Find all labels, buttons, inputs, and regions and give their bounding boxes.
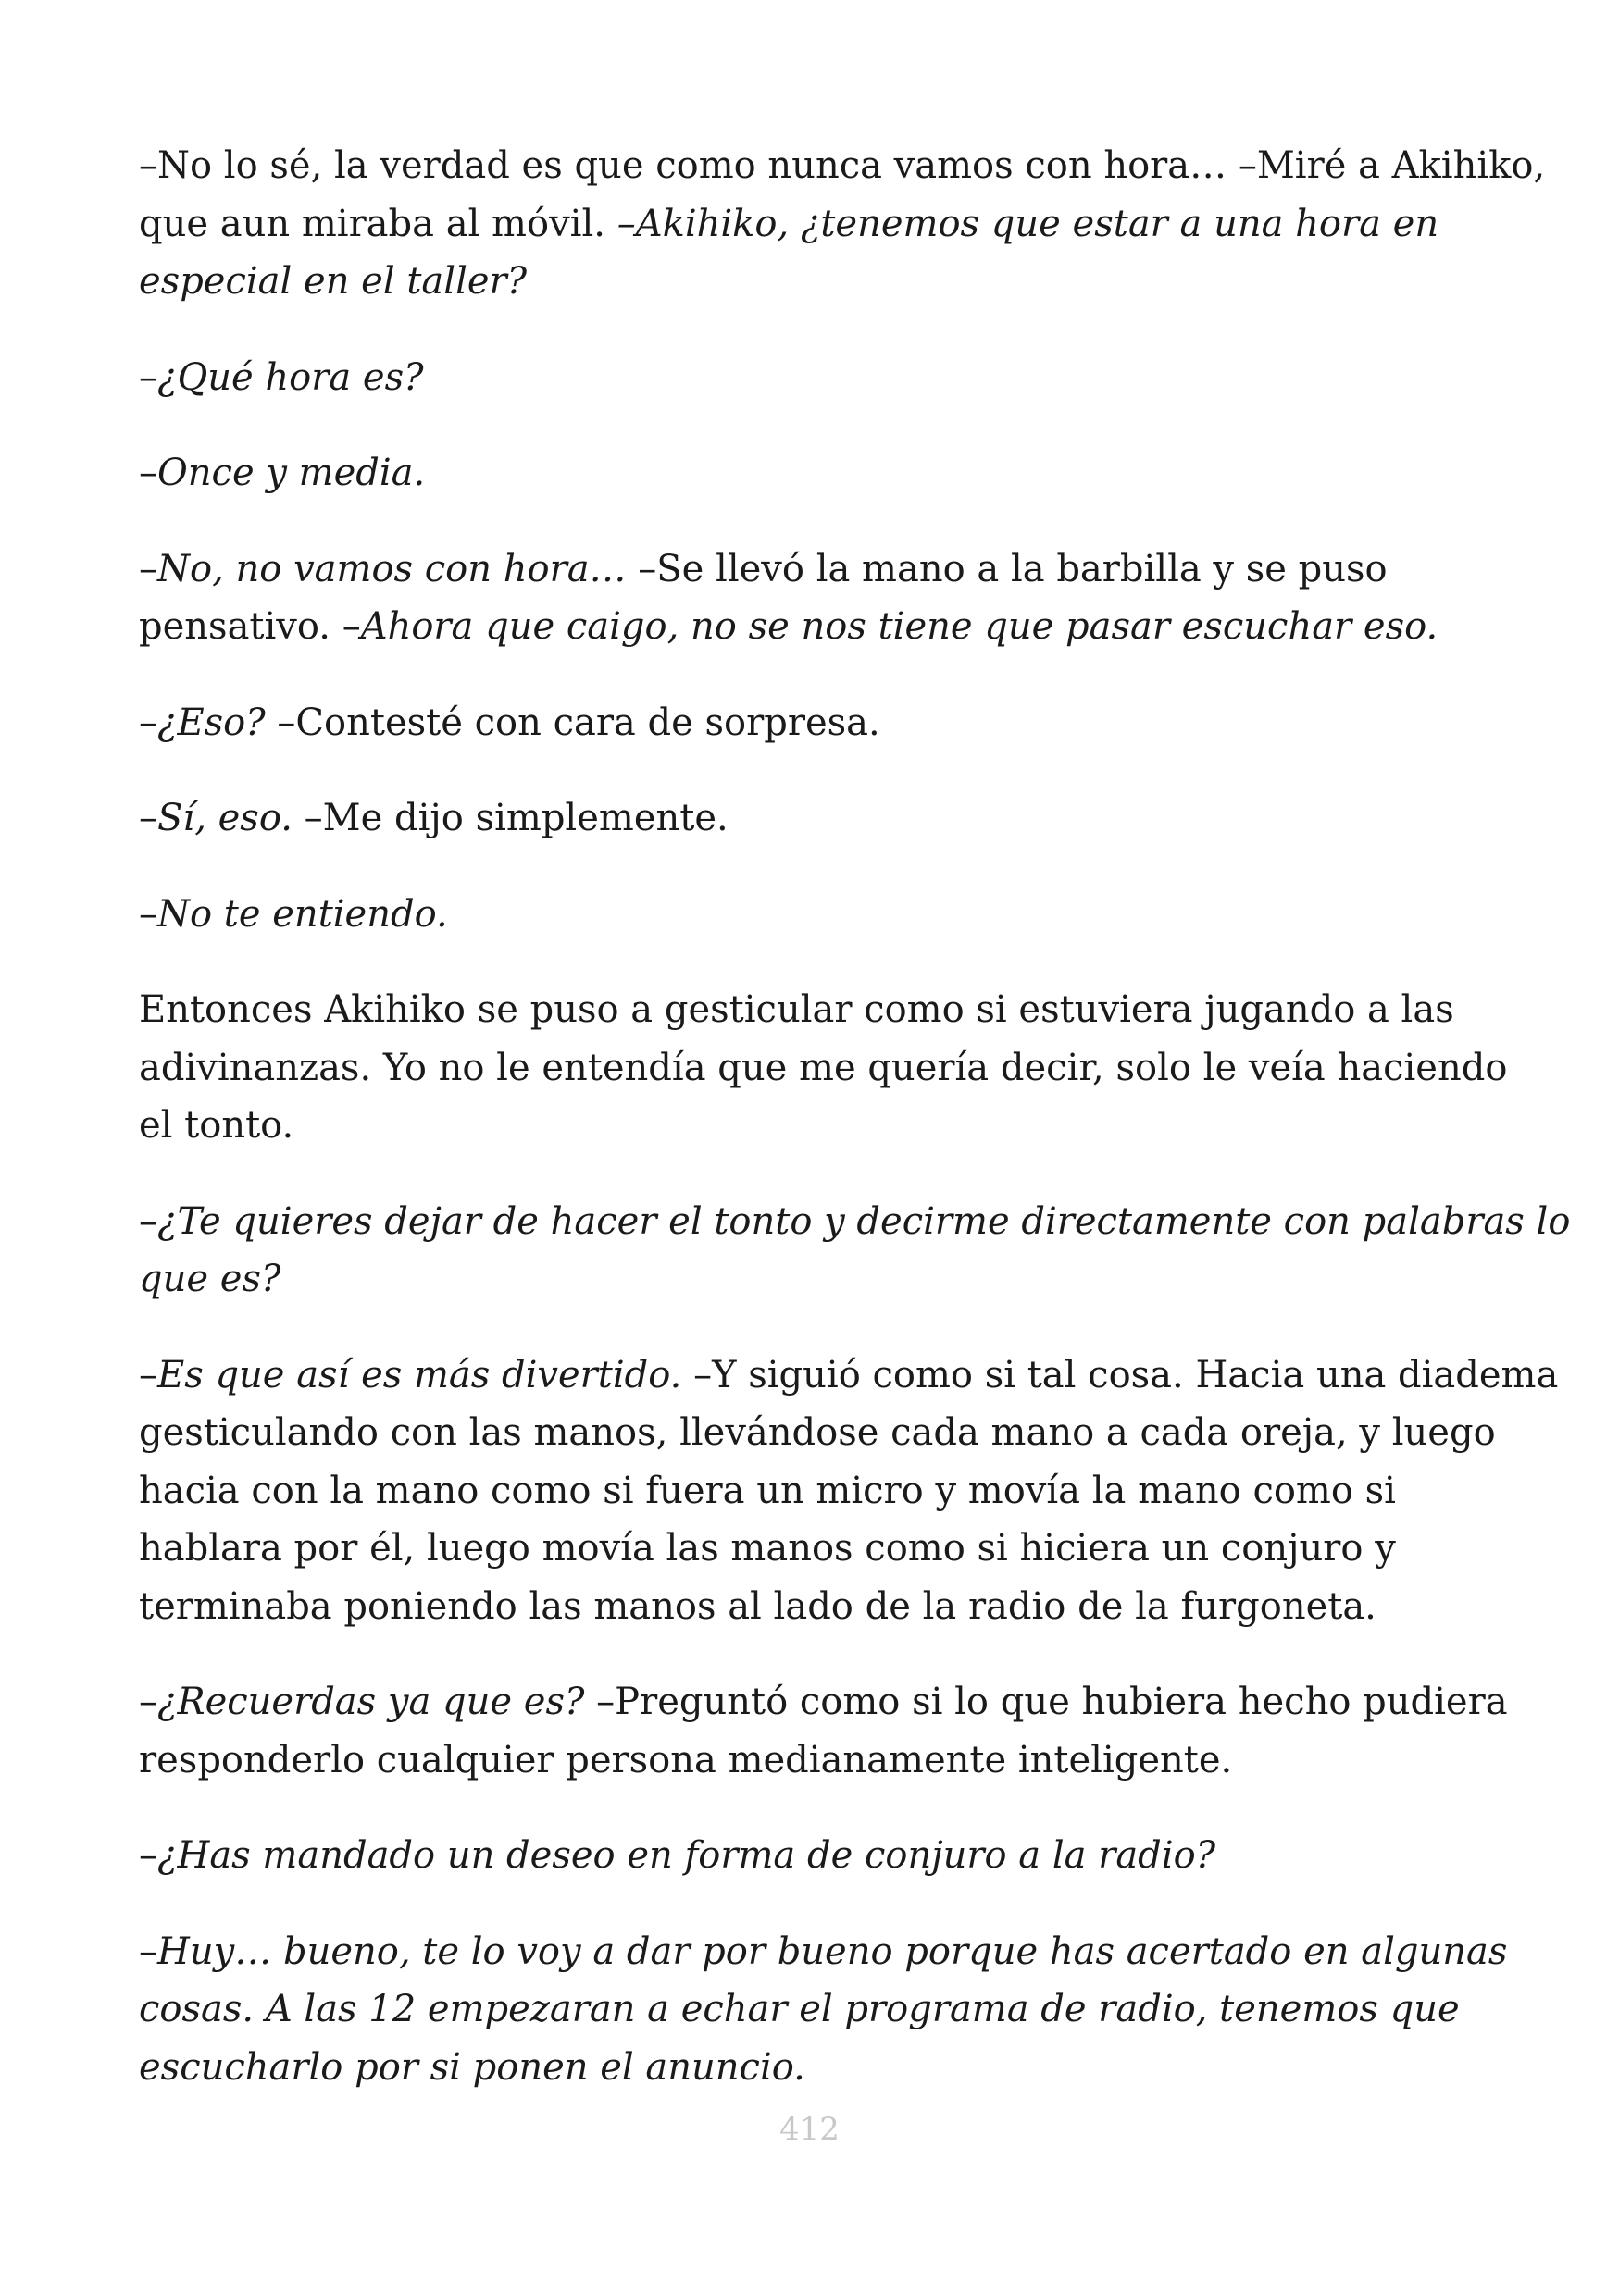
italic-dialogue-text: escucharlo por si ponen el anuncio. — [139, 2045, 805, 2089]
text-line — [139, 1250, 1490, 1309]
text-line — [139, 195, 1490, 254]
paragraph — [139, 444, 1490, 503]
text-line — [139, 1039, 1508, 1098]
italic-dialogue-text: ¿Eso? — [157, 701, 266, 744]
italic-dialogue-text: Ahora que caigo, no se nos tiene que pasar escuchar eso. — [360, 605, 1438, 648]
paragraph — [139, 981, 1508, 1155]
narrative-text: adivinanzas. Yo no le entendía que me quería decir, solo le veía haciendo — [139, 1046, 1508, 1089]
page-number: 412 — [779, 2111, 840, 2148]
narrative-text: – — [139, 547, 157, 590]
text-line — [139, 886, 1490, 944]
text-line — [139, 540, 1490, 599]
text-line — [139, 694, 1490, 752]
text-line — [139, 598, 1490, 656]
narrative-text: terminaba poniendo las manos al lado de la radio de la furgoneta. — [139, 1584, 1376, 1628]
narrative-text: hablara por él, luego movía las manos como si hiciera un conjuro y — [139, 1527, 1396, 1570]
narrative-text: – — [139, 452, 157, 494]
italic-dialogue-text: No, no vamos con hora… — [157, 547, 627, 590]
italic-dialogue-text: que es? — [139, 1258, 281, 1300]
paragraph — [139, 137, 1546, 311]
text-line — [139, 1673, 1508, 1731]
italic-dialogue-text: ¿Has mandado un deseo en forma de conjuro a la radio? — [157, 1834, 1216, 1877]
paragraph — [139, 1193, 1571, 1309]
narrative-text: –Y siguió como si tal cosa. Hacia una diadema — [681, 1353, 1559, 1396]
text-line — [139, 349, 1490, 407]
text-line — [139, 1980, 1490, 2039]
italic-dialogue-text: No te entiendo. — [157, 892, 448, 936]
paragraph — [139, 1347, 1559, 1636]
narrative-text: – — [139, 1199, 157, 1243]
text-line — [139, 1462, 1490, 1520]
italic-dialogue-text: Es que así es más divertido. — [157, 1353, 682, 1396]
text-line — [139, 2039, 1490, 2097]
text-line — [139, 1923, 1508, 1981]
narrative-text: – — [139, 1930, 157, 1973]
paragraph — [139, 694, 1490, 752]
text-line — [139, 1347, 1559, 1405]
narrative-text: Entonces Akihiko se puso a gesticular como si estuviera jugando a las — [139, 988, 1454, 1031]
narrative-text: – — [139, 355, 157, 399]
narrative-text: – — [139, 1834, 157, 1877]
text-line — [139, 1193, 1571, 1251]
narrative-text: –Se llevó la mano a la barbilla y se puso — [626, 547, 1388, 590]
narrative-text: –Preguntó como si lo que hubiera hecho pudiera — [584, 1681, 1508, 1723]
italic-dialogue-text: Once y media. — [157, 452, 426, 494]
narrative-text: hacia con la mano como si fuera un micro y movía la mano como si — [139, 1469, 1396, 1512]
narrative-text: – — [139, 1681, 157, 1723]
text-line — [139, 137, 1546, 195]
narrative-text: – — [139, 701, 157, 744]
text-line — [139, 1731, 1490, 1790]
narrative-text: –Me dijo simplemente. — [292, 797, 729, 839]
narrative-text: – — [139, 892, 157, 936]
italic-dialogue-text: –Akihiko, ¿tenemos que estar a una hora en — [616, 202, 1439, 245]
text-line — [139, 1578, 1490, 1636]
paragraph — [139, 1673, 1508, 1789]
narrative-text: –Contesté con cara de sorpresa. — [265, 701, 880, 744]
text-line — [139, 789, 1490, 848]
paragraph — [139, 540, 1490, 656]
text-line — [139, 981, 1490, 1039]
text-line — [139, 1097, 1490, 1155]
paragraph — [139, 1923, 1508, 2097]
paragraph — [139, 1827, 1490, 1885]
narrative-text: – — [139, 797, 157, 839]
paragraph — [139, 789, 1490, 848]
text-line — [139, 444, 1490, 503]
italic-dialogue-text: ¿Recuerdas ya que es? — [157, 1681, 585, 1723]
narrative-text: pensativo. – — [139, 605, 361, 648]
paragraph — [139, 886, 1490, 944]
italic-dialogue-text: cosas. A las 12 empezaran a echar el programa de radio, tenemos que — [139, 1988, 1460, 2030]
narrative-text: –No lo sé, la verdad es que como nunca vamos con hora… –Miré a Akihiko, — [139, 144, 1546, 187]
narrative-text: – — [139, 1353, 157, 1396]
italic-dialogue-text: ¿Te quieres dejar de hacer el tonto y decirme directamente con palabras lo — [157, 1199, 1571, 1243]
italic-dialogue-text: ¿Qué hora es? — [157, 355, 424, 399]
narrative-text: responderlo cualquier persona medianamente inteligente. — [139, 1738, 1233, 1781]
narrative-text: gesticulando con las manos, llevándose cada mano a cada oreja, y luego — [139, 1411, 1496, 1454]
italic-dialogue-text: especial en el taller? — [139, 260, 528, 303]
text-line — [139, 1404, 1496, 1462]
text-line — [139, 253, 1490, 311]
text-line — [139, 1827, 1490, 1885]
narrative-text: el tonto. — [139, 1104, 294, 1147]
italic-dialogue-text: Sí, eso. — [157, 797, 293, 839]
narrative-text: que aun miraba al móvil. — [139, 202, 617, 245]
paragraph — [139, 349, 1490, 407]
italic-dialogue-text: Huy… bueno, te lo voy a dar por bueno porque has acertado en algunas — [157, 1930, 1508, 1973]
text-line — [139, 1520, 1490, 1578]
page-body — [139, 137, 1571, 2134]
